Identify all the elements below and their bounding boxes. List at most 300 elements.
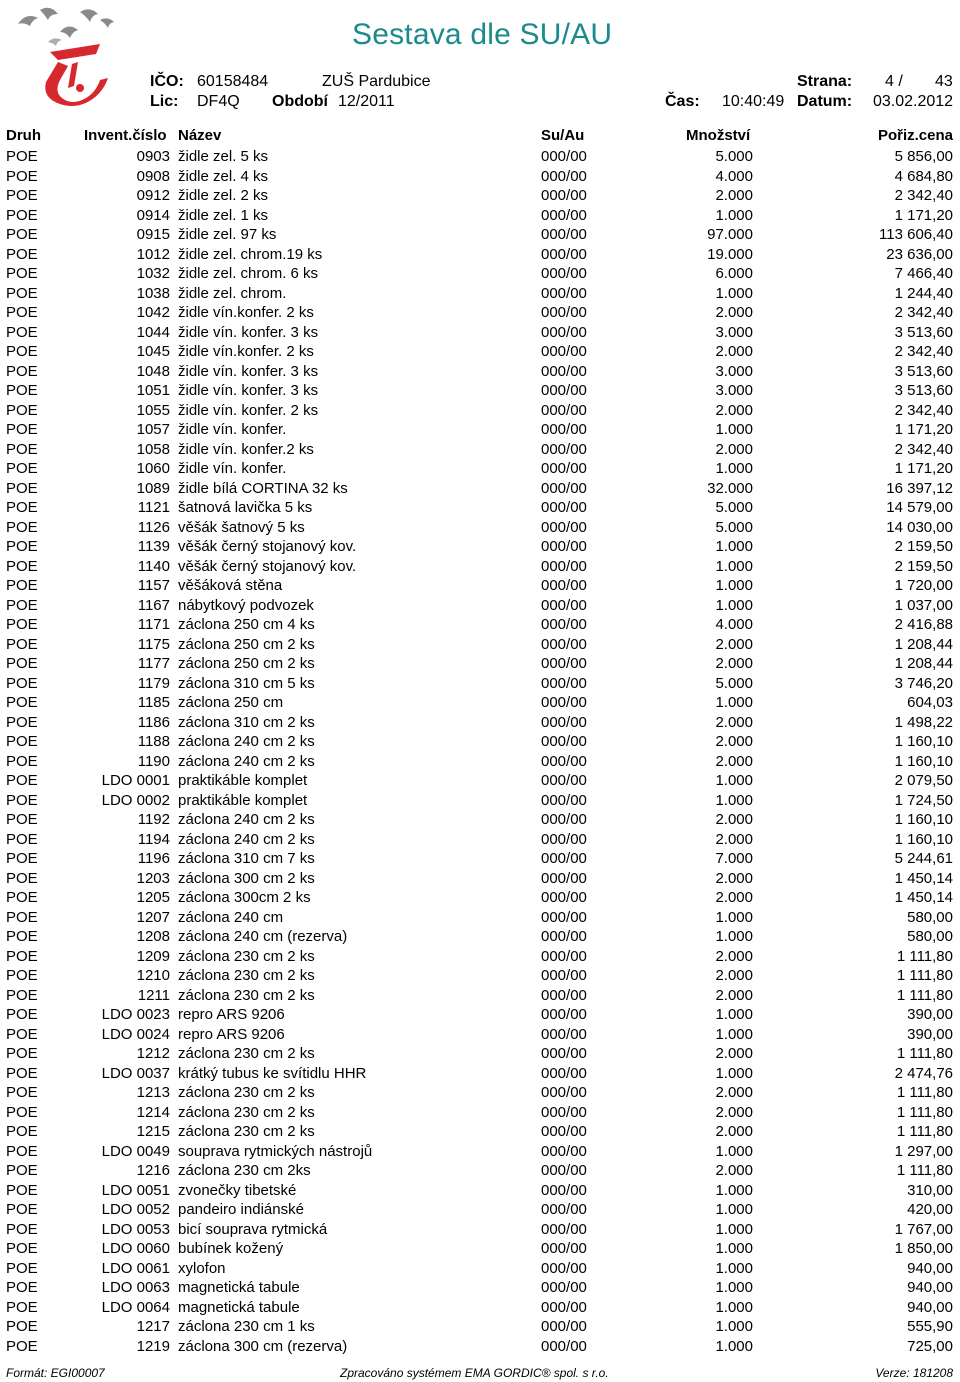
row-druh: POE bbox=[6, 148, 38, 165]
row-invent: 0915 bbox=[136, 226, 170, 243]
row-su: 000/00 bbox=[541, 1201, 587, 1218]
row-druh: POE bbox=[6, 1220, 38, 1238]
row-druh: POE bbox=[6, 869, 38, 887]
row-cena: 5 856,00 bbox=[894, 148, 953, 165]
row-invent: LDO 0051 bbox=[101, 1181, 170, 1199]
row-mnozstvi: 2.000 bbox=[715, 1045, 753, 1062]
row-invent: LDO 0064 bbox=[101, 1298, 170, 1316]
row-invent: 1089 bbox=[136, 479, 170, 497]
row-nazev: židle vín. konfer. 2 ks bbox=[178, 401, 319, 419]
row-druh: POE bbox=[6, 382, 38, 399]
row-druh: POE bbox=[6, 752, 38, 770]
row-invent: 1042 bbox=[136, 304, 170, 321]
row-mnozstvi: 4.000 bbox=[715, 616, 753, 633]
row-su: 000/00 bbox=[541, 967, 587, 984]
row-cena: 1 171,20 bbox=[894, 206, 953, 224]
row-su: 000/00 bbox=[541, 733, 587, 750]
row-mnozstvi: 1.000 bbox=[715, 1240, 753, 1257]
row-mnozstvi: 2.000 bbox=[715, 752, 753, 770]
row-nazev: záclona 250 cm 2 ks bbox=[178, 655, 315, 672]
table-row bbox=[0, 1044, 960, 1064]
row-mnozstvi: 1.000 bbox=[715, 1201, 753, 1218]
row-druh: POE bbox=[6, 1240, 38, 1257]
row-invent: 0912 bbox=[136, 187, 170, 204]
row-su: 000/00 bbox=[541, 655, 587, 672]
row-druh: POE bbox=[6, 284, 38, 302]
row-druh: POE bbox=[6, 1123, 38, 1140]
row-cena: 2 416,88 bbox=[894, 616, 953, 633]
row-cena: 940,00 bbox=[907, 1259, 953, 1277]
row-nazev: židle vín. konfer. 3 ks bbox=[178, 323, 319, 341]
table-row bbox=[0, 498, 960, 518]
row-cena: 1 208,44 bbox=[894, 655, 953, 672]
row-nazev: židle vín. konfer. 3 ks bbox=[178, 382, 319, 399]
row-cena: 3 746,20 bbox=[894, 674, 953, 692]
lic-value: DF4Q bbox=[197, 93, 240, 110]
row-mnozstvi: 1.000 bbox=[715, 1181, 753, 1199]
row-druh: POE bbox=[6, 811, 38, 828]
row-cena: 3 513,60 bbox=[894, 362, 953, 380]
row-druh: POE bbox=[6, 518, 38, 536]
table-row bbox=[0, 1259, 960, 1279]
row-druh: POE bbox=[6, 1064, 38, 1082]
table-body bbox=[0, 147, 960, 1356]
row-druh: POE bbox=[6, 245, 38, 263]
table-row bbox=[0, 1142, 960, 1162]
row-invent: 1217 bbox=[136, 1318, 170, 1335]
row-nazev: záclona 310 cm 7 ks bbox=[178, 850, 315, 867]
row-mnozstvi: 2.000 bbox=[715, 889, 753, 906]
row-cena: 16 397,12 bbox=[886, 479, 953, 497]
row-su: 000/00 bbox=[541, 1298, 587, 1316]
row-nazev: záclona 230 cm 2 ks bbox=[178, 1084, 315, 1101]
row-su: 000/00 bbox=[541, 772, 587, 789]
row-mnozstvi: 2.000 bbox=[715, 733, 753, 750]
row-mnozstvi: 1.000 bbox=[715, 1298, 753, 1316]
row-nazev: židle vín.konfer. 2 ks bbox=[178, 304, 314, 321]
table-row bbox=[0, 1317, 960, 1337]
row-invent: 1210 bbox=[136, 967, 170, 984]
table-row bbox=[0, 1103, 960, 1123]
row-cena: 1 498,22 bbox=[894, 713, 953, 731]
row-mnozstvi: 5.000 bbox=[715, 148, 753, 165]
obdobi-label: Období bbox=[272, 93, 328, 110]
row-nazev: židle zel. chrom.19 ks bbox=[178, 245, 323, 263]
row-nazev: bubínek kožený bbox=[178, 1240, 284, 1257]
row-nazev: věšáková stěna bbox=[178, 577, 283, 594]
row-druh: POE bbox=[6, 733, 38, 750]
row-druh: POE bbox=[6, 1103, 38, 1121]
row-mnozstvi: 2.000 bbox=[715, 401, 753, 419]
row-cena: 1 111,80 bbox=[896, 1123, 953, 1140]
row-invent: 0908 bbox=[136, 167, 170, 185]
row-invent: 1207 bbox=[136, 908, 170, 926]
lic-label: Lic: bbox=[150, 93, 179, 110]
row-nazev: zvonečky tibetské bbox=[178, 1181, 297, 1199]
row-su: 000/00 bbox=[541, 538, 587, 555]
table-row bbox=[0, 284, 960, 304]
row-druh: POE bbox=[6, 713, 38, 731]
row-nazev: záclona 300cm 2 ks bbox=[178, 889, 311, 906]
row-mnozstvi: 1.000 bbox=[715, 928, 753, 945]
row-nazev: židle zel. chrom. 6 ks bbox=[178, 265, 319, 282]
col-su: Su/Au bbox=[541, 127, 585, 144]
row-invent: 1215 bbox=[136, 1123, 170, 1140]
row-mnozstvi: 1.000 bbox=[715, 1259, 753, 1277]
row-druh: POE bbox=[6, 1084, 38, 1101]
table-row bbox=[0, 986, 960, 1006]
table-row bbox=[0, 732, 960, 752]
row-cena: 1 111,80 bbox=[896, 967, 953, 984]
row-invent: 1185 bbox=[137, 694, 170, 711]
row-mnozstvi: 1.000 bbox=[715, 577, 753, 594]
row-cena: 1 244,40 bbox=[894, 284, 953, 302]
row-mnozstvi: 2.000 bbox=[715, 655, 753, 672]
table-row bbox=[0, 849, 960, 869]
row-druh: POE bbox=[6, 226, 38, 243]
row-nazev: záclona 240 cm 2 ks bbox=[178, 811, 315, 828]
table-row bbox=[0, 1181, 960, 1201]
row-cena: 4 684,80 bbox=[894, 167, 953, 185]
row-mnozstvi: 1.000 bbox=[715, 538, 753, 555]
table-row bbox=[0, 1122, 960, 1142]
row-druh: POE bbox=[6, 596, 38, 614]
row-su: 000/00 bbox=[541, 1181, 587, 1199]
row-nazev: záclona 240 cm (rezerva) bbox=[178, 928, 348, 945]
row-invent: 0903 bbox=[136, 148, 170, 165]
row-su: 000/00 bbox=[541, 187, 587, 204]
row-su: 000/00 bbox=[541, 323, 587, 341]
row-invent: 0914 bbox=[136, 206, 170, 224]
row-druh: POE bbox=[6, 1181, 38, 1199]
row-cena: 1 171,20 bbox=[894, 460, 953, 477]
row-mnozstvi: 1.000 bbox=[715, 421, 753, 438]
row-nazev: záclona 250 cm 4 ks bbox=[178, 616, 315, 633]
row-cena: 2 342,40 bbox=[894, 343, 953, 360]
row-mnozstvi: 2.000 bbox=[715, 869, 753, 887]
row-mnozstvi: 1.000 bbox=[715, 596, 753, 614]
row-mnozstvi: 5.000 bbox=[715, 518, 753, 536]
row-invent: 1192 bbox=[137, 811, 170, 828]
row-druh: POE bbox=[6, 460, 38, 477]
table-row bbox=[0, 693, 960, 713]
row-cena: 1 111,80 bbox=[896, 1084, 953, 1101]
row-invent: LDO 0063 bbox=[101, 1279, 170, 1296]
row-invent: 1208 bbox=[136, 928, 170, 945]
row-su: 000/00 bbox=[541, 1337, 587, 1355]
row-cena: 1 037,00 bbox=[894, 596, 953, 614]
row-invent: LDO 0061 bbox=[101, 1259, 170, 1277]
org-name: ZUŠ Pardubice bbox=[322, 73, 431, 90]
row-cena: 1 767,00 bbox=[894, 1220, 953, 1238]
table-row bbox=[0, 245, 960, 265]
row-su: 000/00 bbox=[541, 245, 587, 263]
table-row bbox=[0, 752, 960, 772]
row-invent: 1179 bbox=[137, 674, 170, 692]
row-nazev: židle vín. konfer. bbox=[178, 421, 287, 438]
row-su: 000/00 bbox=[541, 440, 587, 458]
row-mnozstvi: 1.000 bbox=[715, 1337, 753, 1355]
table-row bbox=[0, 869, 960, 889]
row-mnozstvi: 1.000 bbox=[715, 284, 753, 302]
row-mnozstvi: 1.000 bbox=[715, 1220, 753, 1238]
birds-icon bbox=[18, 8, 114, 46]
row-cena: 420,00 bbox=[907, 1201, 953, 1218]
table-row bbox=[0, 1278, 960, 1298]
row-su: 000/00 bbox=[541, 713, 587, 731]
row-druh: POE bbox=[6, 772, 38, 789]
row-cena: 2 474,76 bbox=[894, 1064, 953, 1082]
row-invent: 1045 bbox=[136, 343, 170, 360]
row-nazev: praktikáble komplet bbox=[178, 772, 308, 789]
row-invent: LDO 0002 bbox=[101, 791, 170, 809]
row-mnozstvi: 7.000 bbox=[715, 850, 753, 867]
table-row bbox=[0, 323, 960, 343]
row-mnozstvi: 2.000 bbox=[715, 967, 753, 984]
row-cena: 2 342,40 bbox=[894, 304, 953, 321]
row-mnozstvi: 1.000 bbox=[715, 791, 753, 809]
row-nazev: židle bílá CORTINA 32 ks bbox=[178, 479, 348, 497]
row-su: 000/00 bbox=[541, 557, 587, 575]
row-cena: 1 160,10 bbox=[894, 830, 953, 848]
row-su: 000/00 bbox=[541, 479, 587, 497]
row-nazev: xylofon bbox=[178, 1259, 226, 1277]
row-su: 000/00 bbox=[541, 1123, 587, 1140]
row-druh: POE bbox=[6, 947, 38, 965]
row-su: 000/00 bbox=[541, 421, 587, 438]
row-su: 000/00 bbox=[541, 596, 587, 614]
row-invent: LDO 0024 bbox=[101, 1025, 170, 1043]
datum-value: 03.02.2012 bbox=[873, 93, 954, 110]
row-cena: 1 724,50 bbox=[894, 791, 953, 809]
row-mnozstvi: 2.000 bbox=[715, 1123, 753, 1140]
row-cena: 3 513,60 bbox=[894, 323, 953, 341]
row-druh: POE bbox=[6, 1025, 38, 1043]
zus-emblem-icon bbox=[45, 44, 108, 106]
row-nazev: záclona 230 cm 2 ks bbox=[178, 986, 315, 1004]
row-invent: 1048 bbox=[136, 362, 170, 380]
table-row bbox=[0, 225, 960, 245]
row-su: 000/00 bbox=[541, 635, 587, 653]
row-invent: 1196 bbox=[137, 850, 170, 867]
row-nazev: krátký tubus ke svítidlu HHR bbox=[178, 1064, 367, 1082]
row-cena: 580,00 bbox=[907, 908, 953, 926]
row-su: 000/00 bbox=[541, 226, 587, 243]
table-row bbox=[0, 1220, 960, 1240]
row-su: 000/00 bbox=[541, 1220, 587, 1238]
row-invent: 1058 bbox=[136, 440, 170, 458]
row-su: 000/00 bbox=[541, 304, 587, 321]
row-mnozstvi: 97.000 bbox=[707, 226, 753, 243]
row-invent: 1055 bbox=[136, 401, 170, 419]
table-row bbox=[0, 596, 960, 616]
table-row bbox=[0, 401, 960, 421]
row-su: 000/00 bbox=[541, 947, 587, 965]
row-mnozstvi: 6.000 bbox=[715, 265, 753, 282]
row-invent: LDO 0037 bbox=[101, 1064, 170, 1082]
row-druh: POE bbox=[6, 557, 38, 575]
table-row bbox=[0, 1337, 960, 1357]
row-mnozstvi: 1.000 bbox=[715, 460, 753, 477]
row-druh: POE bbox=[6, 635, 38, 653]
row-su: 000/00 bbox=[541, 206, 587, 224]
row-su: 000/00 bbox=[541, 1259, 587, 1277]
row-nazev: věšák černý stojanový kov. bbox=[178, 557, 357, 575]
row-su: 000/00 bbox=[541, 1045, 587, 1062]
row-invent: 1211 bbox=[137, 986, 170, 1004]
row-nazev: židle vín.konfer. 2 ks bbox=[178, 343, 314, 360]
row-cena: 390,00 bbox=[907, 1025, 953, 1043]
row-nazev: židle vín. konfer. 3 ks bbox=[178, 362, 319, 380]
row-su: 000/00 bbox=[541, 167, 587, 185]
row-nazev: záclona 310 cm 2 ks bbox=[178, 713, 315, 731]
row-su: 000/00 bbox=[541, 694, 587, 711]
row-invent: 1216 bbox=[136, 1162, 170, 1179]
row-druh: POE bbox=[6, 187, 38, 204]
row-su: 000/00 bbox=[541, 791, 587, 809]
row-nazev: záclona 230 cm 1 ks bbox=[178, 1318, 315, 1335]
row-mnozstvi: 2.000 bbox=[715, 343, 753, 360]
row-su: 000/00 bbox=[541, 1006, 587, 1023]
obdobi-value: 12/2011 bbox=[338, 93, 395, 110]
footer-verze: Verze: 181208 bbox=[875, 1366, 953, 1380]
table-row bbox=[0, 518, 960, 538]
row-druh: POE bbox=[6, 655, 38, 672]
row-druh: POE bbox=[6, 1298, 38, 1316]
row-nazev: repro ARS 9206 bbox=[178, 1025, 285, 1043]
table-header bbox=[0, 127, 960, 147]
row-su: 000/00 bbox=[541, 343, 587, 360]
row-nazev: židle zel. 5 ks bbox=[178, 148, 269, 165]
table-row bbox=[0, 908, 960, 928]
row-mnozstvi: 2.000 bbox=[715, 304, 753, 321]
row-mnozstvi: 3.000 bbox=[715, 382, 753, 399]
table-row bbox=[0, 1161, 960, 1181]
cas-value: 10:40:49 bbox=[722, 93, 785, 110]
table-row bbox=[0, 615, 960, 635]
row-su: 000/00 bbox=[541, 1084, 587, 1101]
row-su: 000/00 bbox=[541, 616, 587, 633]
row-druh: POE bbox=[6, 967, 38, 984]
row-nazev: záclona 300 cm (rezerva) bbox=[178, 1337, 348, 1355]
row-invent: 1038 bbox=[136, 284, 170, 302]
row-nazev: magnetická tabule bbox=[178, 1298, 300, 1316]
row-cena: 1 111,80 bbox=[896, 986, 953, 1004]
row-mnozstvi: 3.000 bbox=[715, 362, 753, 380]
row-cena: 1 160,10 bbox=[894, 733, 953, 750]
table-row bbox=[0, 440, 960, 460]
row-su: 000/00 bbox=[541, 986, 587, 1004]
row-su: 000/00 bbox=[541, 1025, 587, 1043]
row-nazev: židle zel. 1 ks bbox=[178, 206, 269, 224]
row-cena: 7 466,40 bbox=[894, 265, 953, 282]
table-row bbox=[0, 771, 960, 791]
row-invent: 1121 bbox=[137, 499, 170, 516]
row-nazev: magnetická tabule bbox=[178, 1279, 300, 1296]
row-nazev: bicí souprava rytmická bbox=[178, 1220, 328, 1238]
row-su: 000/00 bbox=[541, 908, 587, 926]
row-druh: POE bbox=[6, 850, 38, 867]
row-cena: 1 111,80 bbox=[896, 1162, 953, 1179]
row-nazev: záclona 250 cm bbox=[178, 694, 284, 711]
table-row bbox=[0, 947, 960, 967]
row-cena: 2 342,40 bbox=[894, 401, 953, 419]
row-su: 000/00 bbox=[541, 869, 587, 887]
row-invent: 1171 bbox=[137, 616, 170, 633]
row-cena: 14 030,00 bbox=[886, 518, 953, 536]
cas-label: Čas: bbox=[665, 93, 700, 110]
table-row bbox=[0, 479, 960, 499]
row-mnozstvi: 1.000 bbox=[715, 908, 753, 926]
school-logo bbox=[8, 2, 128, 117]
row-mnozstvi: 1.000 bbox=[715, 694, 753, 711]
table-row bbox=[0, 635, 960, 655]
row-su: 000/00 bbox=[541, 401, 587, 419]
row-mnozstvi: 1.000 bbox=[715, 206, 753, 224]
table-row bbox=[0, 966, 960, 986]
row-nazev: věšák černý stojanový kov. bbox=[178, 538, 357, 555]
row-cena: 940,00 bbox=[907, 1298, 953, 1316]
col-cena: Pořiz.cena bbox=[877, 127, 953, 144]
row-cena: 2 159,50 bbox=[894, 557, 953, 575]
row-mnozstvi: 2.000 bbox=[715, 830, 753, 848]
row-mnozstvi: 3.000 bbox=[715, 323, 753, 341]
row-invent: LDO 0053 bbox=[101, 1220, 170, 1238]
row-nazev: věšák šatnový 5 ks bbox=[178, 518, 305, 536]
row-cena: 113 606,40 bbox=[879, 226, 953, 243]
table-row bbox=[0, 1083, 960, 1103]
row-mnozstvi: 2.000 bbox=[715, 635, 753, 653]
row-nazev: židle zel. 2 ks bbox=[178, 187, 269, 204]
row-druh: POE bbox=[6, 986, 38, 1004]
row-druh: POE bbox=[6, 1201, 38, 1218]
row-druh: POE bbox=[6, 1337, 38, 1355]
row-druh: POE bbox=[6, 674, 38, 692]
row-invent: 1044 bbox=[136, 323, 170, 341]
row-invent: 1139 bbox=[137, 538, 170, 555]
row-cena: 2 079,50 bbox=[894, 772, 953, 789]
row-mnozstvi: 1.000 bbox=[715, 772, 753, 789]
row-druh: POE bbox=[6, 323, 38, 341]
row-invent: 1219 bbox=[136, 1337, 170, 1355]
row-invent: 1186 bbox=[137, 713, 170, 731]
row-druh: POE bbox=[6, 304, 38, 321]
row-invent: 1213 bbox=[136, 1084, 170, 1101]
row-druh: POE bbox=[6, 928, 38, 945]
row-druh: POE bbox=[6, 694, 38, 711]
table-row bbox=[0, 1239, 960, 1259]
row-nazev: souprava rytmických nástrojů bbox=[178, 1142, 373, 1160]
row-druh: POE bbox=[6, 889, 38, 906]
row-su: 000/00 bbox=[541, 752, 587, 770]
row-cena: 310,00 bbox=[907, 1181, 953, 1199]
row-druh: POE bbox=[6, 1259, 38, 1277]
row-nazev: záclona 230 cm 2ks bbox=[178, 1162, 311, 1179]
table-row bbox=[0, 674, 960, 694]
row-cena: 580,00 bbox=[907, 928, 953, 945]
row-druh: POE bbox=[6, 791, 38, 809]
strana-total: 43 bbox=[935, 73, 953, 90]
row-cena: 1 171,20 bbox=[894, 421, 953, 438]
row-cena: 5 244,61 bbox=[894, 850, 953, 867]
row-druh: POE bbox=[6, 440, 38, 458]
row-su: 000/00 bbox=[541, 850, 587, 867]
row-invent: 1126 bbox=[137, 518, 170, 536]
row-nazev: židle zel. 97 ks bbox=[178, 226, 277, 243]
row-su: 000/00 bbox=[541, 499, 587, 516]
row-su: 000/00 bbox=[541, 1103, 587, 1121]
row-mnozstvi: 2.000 bbox=[715, 1084, 753, 1101]
